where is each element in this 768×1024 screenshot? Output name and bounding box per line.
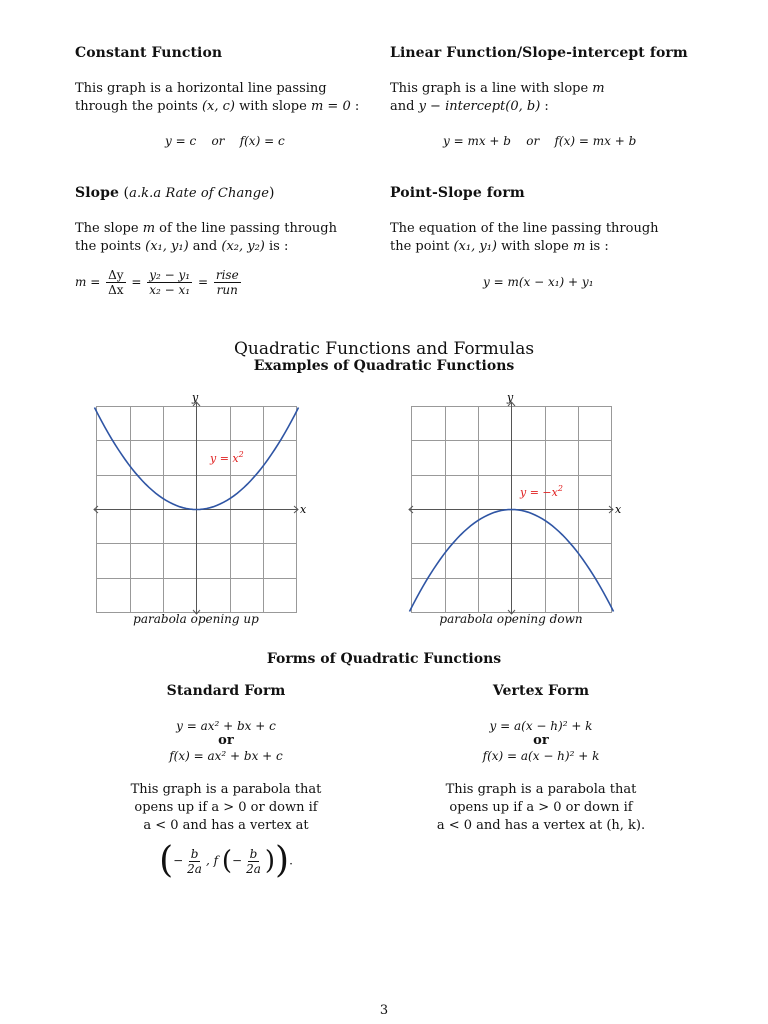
point-slope-text-line1: The equation of the line passing through: [390, 221, 659, 236]
parabola-down-label: $y = -x^2$: [520, 484, 563, 499]
point-slope-text-line2: the point (x₁, y₁) with slope m is :: [390, 239, 609, 254]
vertex-form-eq1: y = a(x − h)² + k: [489, 719, 593, 733]
y-axis-label: y: [507, 391, 514, 404]
forms-title: Forms of Quadratic Functions: [266, 651, 502, 667]
standard-form-description: [96, 781, 356, 835]
axes: [409, 402, 613, 614]
slope-text-line1: The slope m of the line passing through: [75, 221, 337, 236]
vertex-text-line2: opens up if a > 0 or down if: [449, 800, 633, 815]
standard-form-or: or: [218, 733, 234, 748]
point-slope-equation: y = m(x − x₁) + y₁: [483, 275, 594, 289]
parabola-up-caption: parabola opening up: [133, 612, 259, 626]
standard-form-eq1: y = ax² + bx + c: [176, 719, 276, 733]
standard-form-column: [96, 683, 356, 879]
vertex-form-column: [411, 683, 671, 835]
vertex-form-description: [411, 781, 671, 835]
constant-function-equation: y = c or f(x) = c: [165, 134, 285, 148]
standard-form-eq2: f(x) = ax² + bx + c: [169, 749, 283, 763]
vertex-form-eq2: f(x) = a(x − h)² + k: [482, 749, 600, 763]
axes: [94, 402, 298, 614]
parabola-down-graph: [403, 388, 633, 626]
x-axis-label: x: [300, 503, 307, 516]
constant-text-line2: through the points (x, c) with slope m = 0 :: [75, 99, 360, 114]
parabola-down-caption: parabola opening down: [439, 612, 583, 626]
quadratic-subtitle: Examples of Quadratic Functions: [253, 358, 515, 374]
page-number: 3: [379, 1003, 389, 1018]
standard-text-line1: This graph is a parabola that: [130, 782, 322, 797]
linear-function-text: [390, 80, 690, 116]
slope-equation: m = $\frac{\Delta y}{\Delta x}$ = $\frac{\text{y₂ − y₁}}{\text{x₂ − x₁}}$ = $\frac{\text{rise}}{\text{run}}$: [75, 268, 239, 297]
vertex-form-heading: Vertex Form: [492, 683, 590, 699]
parabola-up-label: $y = x^2$: [210, 450, 244, 465]
parabola-up-graph: [88, 388, 318, 626]
standard-text-line3: a < 0 and has a vertex at: [143, 818, 309, 833]
quadratic-title: Quadratic Functions and Formulas: [233, 339, 535, 359]
standard-text-line2: opens up if a > 0 or down if: [134, 800, 318, 815]
constant-function-text: [75, 80, 365, 116]
vertex-text-line3: a < 0 and has a vertex at (h, k).: [436, 818, 646, 833]
vertex-text-line1: This graph is a parabola that: [445, 782, 637, 797]
point-slope-heading: Point-Slope form: [390, 185, 525, 201]
slope-heading: Slope (a.k.a Rate of Change): [75, 185, 275, 201]
slope-text: [75, 220, 375, 256]
linear-function-equation: y = mx + b or f(x) = mx + b: [443, 134, 637, 148]
vertex-form-or: or: [533, 733, 549, 748]
x-axis-label: x: [615, 503, 622, 516]
constant-function-heading: Constant Function: [75, 45, 223, 61]
linear-text-line1: This graph is a line with slope m: [390, 81, 605, 96]
y-axis-label: y: [192, 391, 199, 404]
slope-text-line2: the points (x₁, y₁) and (x₂, y₂) is :: [75, 239, 289, 254]
point-slope-text: [390, 220, 690, 256]
linear-function-heading: Linear Function/Slope-intercept form: [390, 45, 688, 61]
standard-form-heading: Standard Form: [166, 683, 286, 699]
constant-text-line1: This graph is a horizontal line passing: [75, 81, 327, 96]
standard-form-vertex: (− $\frac{b}{2a}$ , f (− $\frac{b}{2a}$ )).: [159, 840, 293, 881]
linear-text-line2: and y − intercept(0, b) :: [390, 99, 549, 114]
